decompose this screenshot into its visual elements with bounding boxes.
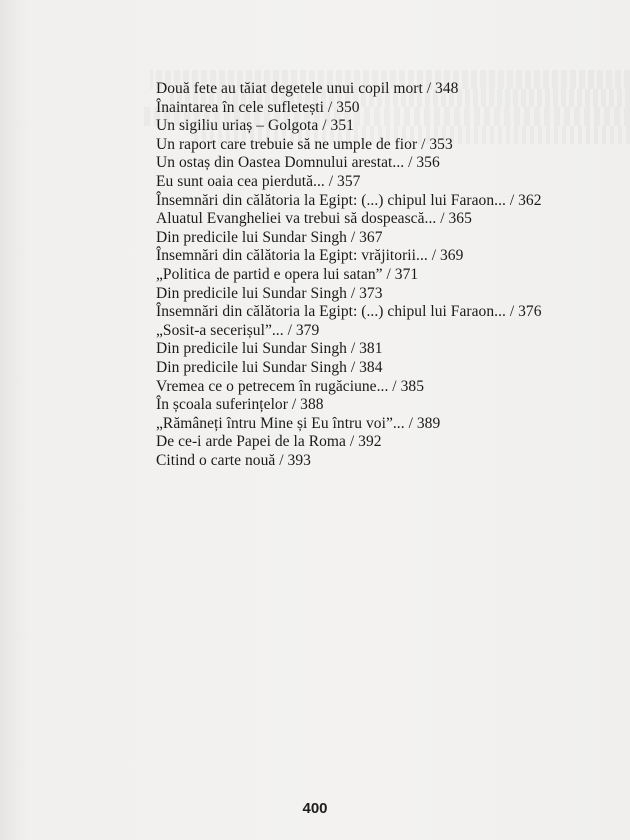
toc-entry: Din predicile lui Sundar Singh / 367 [156,228,383,246]
toc-entry: Eu sunt oaia cea pierdută... / 357 [156,172,361,190]
toc-entry: Un sigiliu uriaș – Golgota / 351 [156,117,354,135]
toc-entry: Din predicile lui Sundar Singh / 381 [156,340,383,358]
table-of-contents [156,80,542,470]
toc-entry: Aluatul Evangheliei va trebui să dospească... / 365 [156,210,472,228]
toc-entry: Din predicile lui Sundar Singh / 384 [156,358,383,376]
toc-entry: În școala suferințelor / 388 [156,396,324,414]
toc-entry: Însemnări din călătoria la Egipt: (...) chipul lui Faraon... / 362 [156,191,542,209]
toc-entry: Vremea ce o petrecem în rugăciune... / 385 [156,377,424,395]
toc-entry: Două fete au tăiat degetele unui copil mort / 348 [156,80,459,97]
toc-entry: De ce-i arde Papei de la Roma / 392 [156,433,382,451]
toc-entry: Însemnări din călătoria la Egipt: vrăjitorii... / 369 [156,247,464,265]
toc-entry: Însemnări din călătoria la Egipt: (...) chipul lui Faraon... / 376 [156,303,542,321]
toc-entry: Citind o carte nouă / 393 [156,451,311,469]
toc-entry: „Rămâneți întru Mine și Eu întru voi”... / 389 [156,414,441,432]
toc-entry: Un raport care trebuie să ne umple de fior / 353 [156,135,453,153]
toc-entry: Un ostaș din Oastea Domnului arestat... / 356 [156,154,440,172]
toc-entry: Din predicile lui Sundar Singh / 373 [156,284,383,302]
toc-entry: „Sosit-a secerișul”... / 379 [156,321,320,339]
toc-entry: „Politica de partid e opera lui satan” / 371 [156,265,419,283]
page-number: 400 [302,800,328,817]
toc-entry: Înaintarea în cele sufletești / 350 [156,98,360,116]
